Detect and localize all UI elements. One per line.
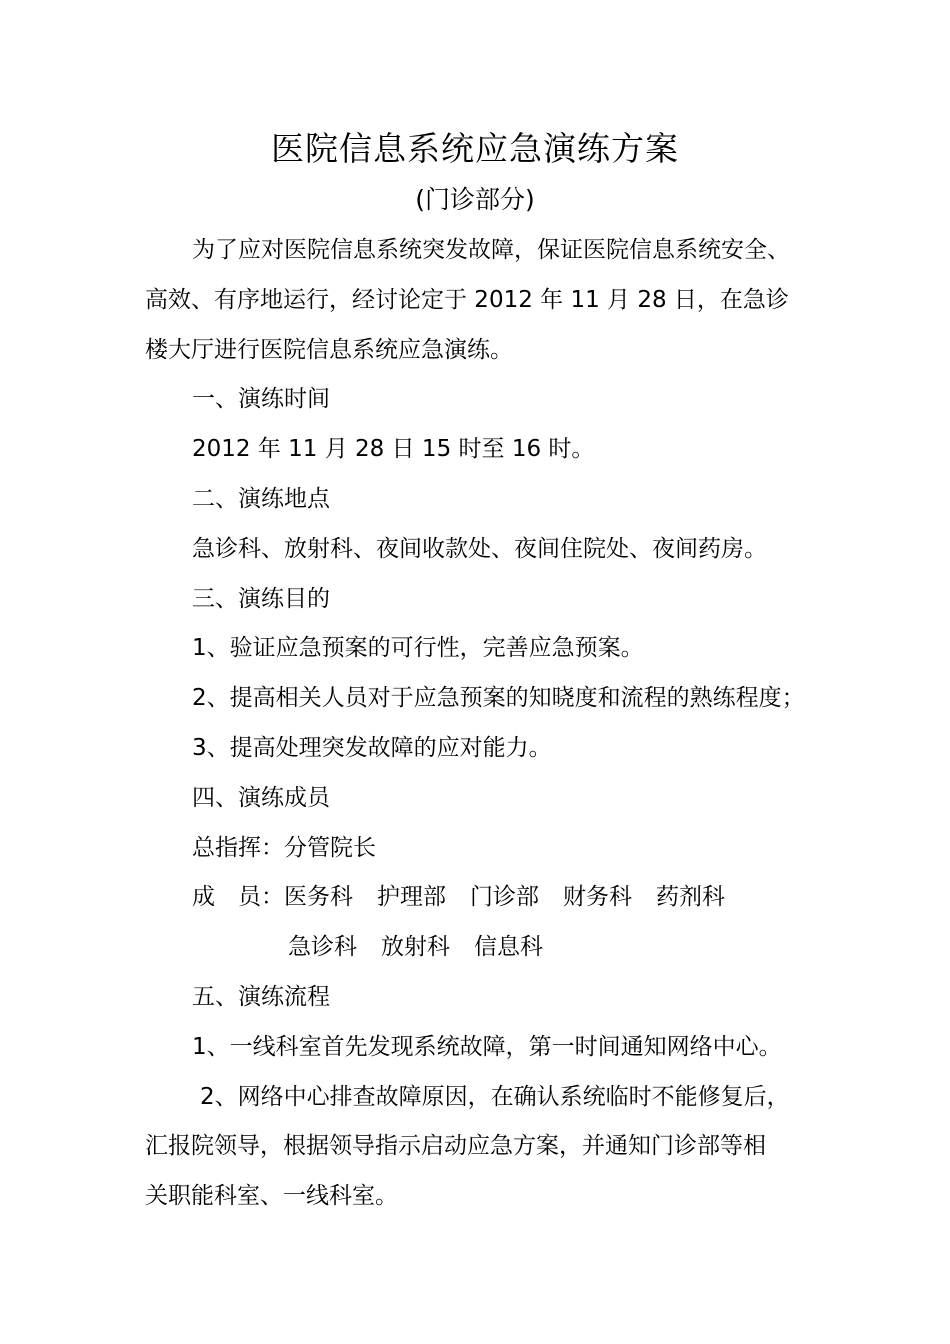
section-heading-location: 二、演练地点 [192, 485, 330, 512]
drill-location: 急诊科、放射科、夜间收款处、夜间住院处、夜间药房。 [192, 535, 767, 562]
members-label: 成 员： [192, 884, 284, 911]
commander-label: 总指挥： [192, 834, 284, 861]
purpose-item: 2、提高相关人员对于应急预案的知晓度和流程的熟练程度； [192, 685, 805, 712]
member-dept: 医务科 [284, 884, 353, 911]
process-step-continued: 汇报院领导，根据领导指示启动应急方案，并通知门诊部等相 [145, 1133, 766, 1160]
intro-line: 楼大厅进行医院信息系统应急演练。 [145, 336, 513, 363]
intro-line: 为了应对医院信息系统突发故障，保证医院信息系统安全、 [192, 237, 790, 263]
section-heading-members: 四、演练成员 [192, 784, 330, 811]
member-dept: 急诊科 [288, 934, 357, 961]
document-subtitle: (门诊部分) [415, 185, 535, 214]
member-dept: 门诊部 [470, 884, 539, 911]
member-dept: 药剂科 [656, 884, 725, 911]
members-row [145, 873, 825, 923]
commander-row [145, 824, 825, 874]
process-step-continued: 关职能科室、一线科室。 [145, 1183, 398, 1210]
purpose-item: 1、验证应急预案的可行性，完善应急预案。 [192, 635, 644, 662]
process-step: 1、一线科室首先发现系统故障，第一时间通知网络中心。 [192, 1033, 782, 1060]
intro-line: 高效、有序地运行，经讨论定于 2012 年 11 月 28 日，在急诊 [145, 286, 789, 313]
document-body [145, 226, 825, 1222]
members-row [145, 923, 825, 973]
section-heading-purpose: 三、演练目的 [192, 585, 330, 612]
document-title: 医院信息系统应急演练方案 [271, 129, 679, 168]
member-dept: 财务科 [563, 884, 632, 911]
commander-value: 分管院长 [284, 834, 376, 861]
member-dept: 信息科 [474, 934, 543, 961]
drill-time: 2012 年 11 月 28 日 15 时至 16 时。 [192, 436, 595, 463]
section-heading-process: 五、演练流程 [192, 983, 330, 1010]
section-heading-time: 一、演练时间 [192, 386, 330, 413]
member-dept: 放射科 [381, 934, 450, 961]
process-step: 2、网络中心排查故障原因，在确认系统临时不能修复后， [200, 1083, 790, 1110]
member-dept: 护理部 [377, 884, 446, 911]
purpose-item: 3、提高处理突发故障的应对能力。 [192, 734, 552, 761]
